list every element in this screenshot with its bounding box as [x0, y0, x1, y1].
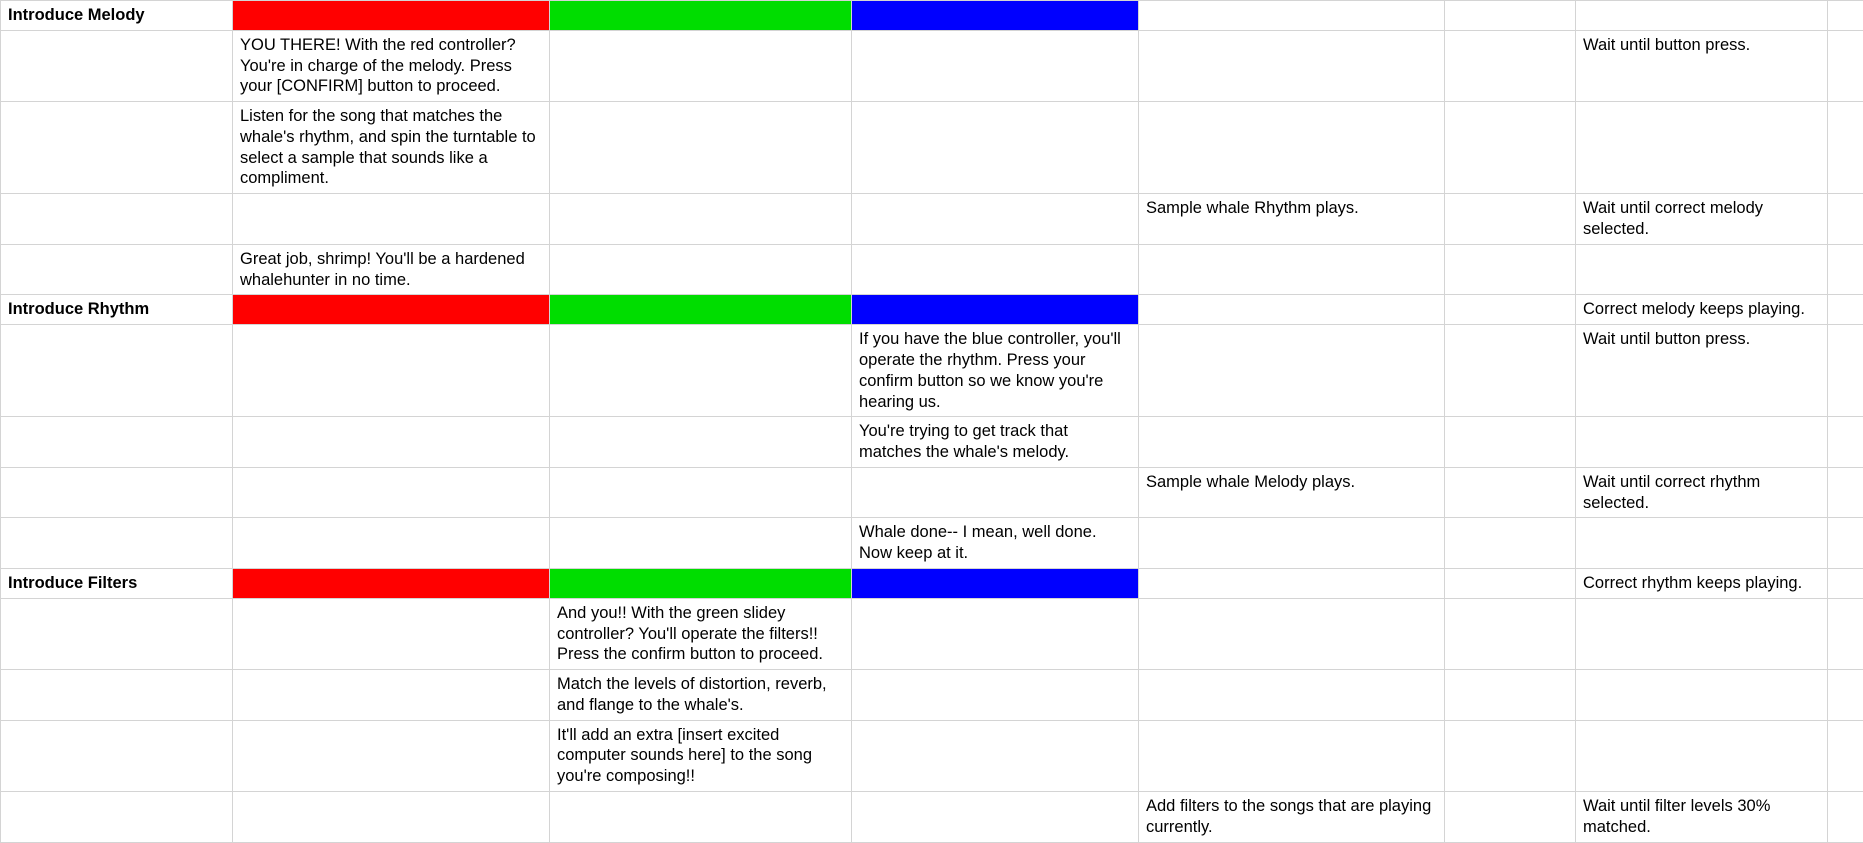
table-row[interactable] [1, 30, 1863, 101]
table-row[interactable] [1, 467, 1863, 518]
cell-blank [1445, 518, 1576, 569]
cell-red-dialogue [233, 792, 550, 843]
cell-logic-bottom: Wait until filter levels 30% matched. [1576, 792, 1828, 843]
cell-sfx [1139, 102, 1445, 194]
cell-sfx: Sample whale Melody plays. [1139, 467, 1445, 518]
cell-red-dialogue [233, 194, 550, 245]
table-row[interactable] [1, 325, 1863, 417]
cell-blue-dialogue [852, 720, 1139, 791]
cell-green-dialogue: It'll add an extra [insert excited computer sounds here] to the song you're composing!! [550, 720, 852, 791]
cell-end [1828, 1, 1863, 31]
table-row[interactable] [1, 598, 1863, 669]
cell-sfx [1139, 417, 1445, 468]
cell-blue-dialogue: If you have the blue controller, you'll operate the rhythm. Press your confirm button so we know you're hearing us. [852, 325, 1139, 417]
section-title-melody: Introduce Melody [1, 1, 233, 31]
cell-section [1, 194, 233, 245]
cell-blank [1445, 325, 1576, 417]
cell-red-dialogue [233, 467, 550, 518]
cell-blue-dialogue [852, 792, 1139, 843]
cell-sfx [1139, 720, 1445, 791]
cell-blank [1445, 670, 1576, 721]
cell-logic: Wait until correct melody selected. [1576, 194, 1828, 245]
cell-section [1, 792, 233, 843]
cell-section [1, 325, 233, 417]
cell-section [1, 598, 233, 669]
cell-blank [1445, 102, 1576, 194]
cell-section [1, 244, 233, 295]
cell-section [1, 102, 233, 194]
cell-blue-dialogue [852, 670, 1139, 721]
cell-logic [1576, 518, 1828, 569]
cell-blue-dialogue: Whale done-- I mean, well done. Now keep at it. [852, 518, 1139, 569]
cell-green-dialogue [550, 244, 852, 295]
table-row[interactable] [1, 417, 1863, 468]
cell-logic [1576, 720, 1828, 791]
cell-blue-dialogue [852, 467, 1139, 518]
cell-green-dialogue [550, 518, 852, 569]
cell-red-dialogue [233, 720, 550, 791]
cell-red-dialogue [233, 417, 550, 468]
table-row[interactable] [1, 518, 1863, 569]
cell-blue-dialogue [852, 598, 1139, 669]
cell-sfx [1139, 30, 1445, 101]
cell-red-dialogue [233, 598, 550, 669]
cell-blank [1445, 417, 1576, 468]
cell-end [1828, 417, 1863, 468]
section-title-rhythm: Introduce Rhythm [1, 295, 233, 325]
table-row[interactable] [1, 244, 1863, 295]
filters-color-swatch [550, 1, 852, 31]
cell-blank [1445, 598, 1576, 669]
cell-blank [1445, 568, 1576, 598]
cell-logic [1576, 670, 1828, 721]
cell-sfx [1139, 518, 1445, 569]
cell-sfx: Sample whale Rhythm plays. [1139, 194, 1445, 245]
cell-green-dialogue [550, 30, 852, 101]
cell-red-dialogue: YOU THERE! With the red controller? You're in charge of the melody. Press your [CONFIRM] button to proceed. [233, 30, 550, 101]
cell-blue-dialogue [852, 30, 1139, 101]
cell-blank [1445, 194, 1576, 245]
table-row[interactable] [1, 670, 1863, 721]
cell-logic [1576, 102, 1828, 194]
cell-sfx [1139, 670, 1445, 721]
cell-section [1, 518, 233, 569]
table-row[interactable] [1, 792, 1863, 843]
cell-blank [1445, 30, 1576, 101]
table-row[interactable] [1, 295, 1863, 325]
cell-blank [1445, 1, 1576, 31]
table-row[interactable] [1, 720, 1863, 791]
cell-end [1828, 598, 1863, 669]
melody-color-swatch [233, 295, 550, 325]
cell-end [1828, 244, 1863, 295]
cell-sfx [1139, 1, 1445, 31]
table-row[interactable] [1, 568, 1863, 598]
cell-sfx [1139, 325, 1445, 417]
cell-red-dialogue: Great job, shrimp! You'll be a hardened whalehunter in no time. [233, 244, 550, 295]
cell-logic [1576, 598, 1828, 669]
cell-sfx [1139, 598, 1445, 669]
cell-blue-dialogue: You're trying to get track that matches the whale's melody. [852, 417, 1139, 468]
cell-logic: Correct melody keeps playing. [1576, 295, 1828, 325]
cell-logic: Wait until button press. [1576, 325, 1828, 417]
cell-end [1828, 670, 1863, 721]
cell-end [1828, 102, 1863, 194]
cell-logic [1576, 244, 1828, 295]
cell-blue-dialogue [852, 102, 1139, 194]
cell-red-dialogue [233, 670, 550, 721]
cell-logic: Wait until button press. [1576, 30, 1828, 101]
cell-blank [1445, 792, 1576, 843]
cell-logic [1576, 1, 1828, 31]
cell-green-dialogue [550, 792, 852, 843]
cell-end [1828, 518, 1863, 569]
cell-sfx [1139, 568, 1445, 598]
cell-end [1828, 792, 1863, 843]
cell-section [1, 467, 233, 518]
cell-green-dialogue [550, 102, 852, 194]
cell-green-dialogue [550, 194, 852, 245]
filters-color-swatch [550, 568, 852, 598]
cell-blank [1445, 720, 1576, 791]
rhythm-color-swatch [852, 1, 1139, 31]
cell-section [1, 720, 233, 791]
cell-green-dialogue: And you!! With the green slidey controller? You'll operate the filters!! Press the confirm button to proceed. [550, 598, 852, 669]
cell-section [1, 30, 233, 101]
table-row[interactable] [1, 1, 1863, 31]
filters-color-swatch [550, 295, 852, 325]
rhythm-color-swatch [852, 295, 1139, 325]
cell-blue-dialogue [852, 194, 1139, 245]
cell-sfx: Add filters to the songs that are playing currently. [1139, 792, 1445, 843]
cell-blank [1445, 467, 1576, 518]
cell-green-dialogue [550, 325, 852, 417]
cell-blank [1445, 295, 1576, 325]
melody-color-swatch [233, 1, 550, 31]
melody-color-swatch [233, 568, 550, 598]
cell-sfx [1139, 295, 1445, 325]
cell-sfx [1139, 244, 1445, 295]
cell-red-dialogue: Listen for the song that matches the whale's rhythm, and spin the turntable to select a sample that sounds like a compliment. [233, 102, 550, 194]
cell-end [1828, 194, 1863, 245]
table-row[interactable] [1, 102, 1863, 194]
section-title-filters: Introduce Filters [1, 568, 233, 598]
cell-logic: Correct rhythm keeps playing. [1576, 568, 1828, 598]
cell-green-dialogue: Match the levels of distortion, reverb, and flange to the whale's. [550, 670, 852, 721]
cell-blue-dialogue [852, 244, 1139, 295]
cell-end [1828, 295, 1863, 325]
cell-end [1828, 720, 1863, 791]
cell-logic [1576, 417, 1828, 468]
table-body [1, 1, 1863, 843]
cell-end [1828, 325, 1863, 417]
cell-red-dialogue [233, 325, 550, 417]
cell-blank [1445, 244, 1576, 295]
cell-logic: Wait until correct rhythm selected. [1576, 467, 1828, 518]
cell-red-dialogue [233, 518, 550, 569]
rhythm-color-swatch [852, 568, 1139, 598]
cell-section [1, 670, 233, 721]
table-row[interactable] [1, 194, 1863, 245]
cell-end [1828, 467, 1863, 518]
cell-end [1828, 30, 1863, 101]
cell-green-dialogue [550, 467, 852, 518]
cell-end [1828, 568, 1863, 598]
cell-green-dialogue [550, 417, 852, 468]
cell-section [1, 417, 233, 468]
